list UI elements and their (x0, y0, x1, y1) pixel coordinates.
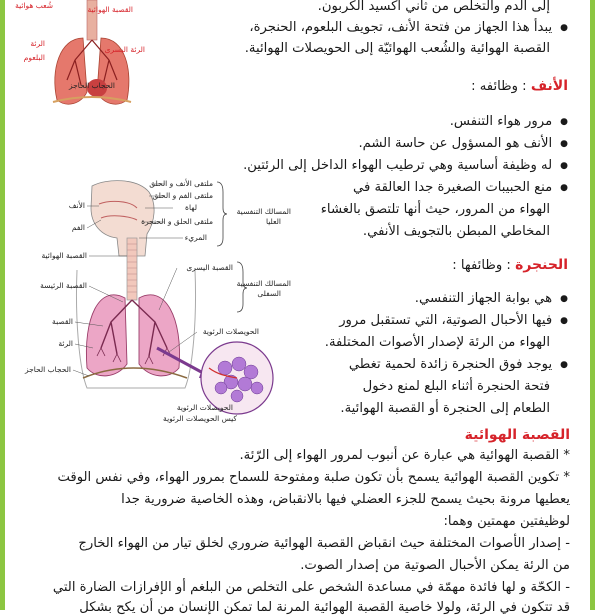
fig1-label-diaphragm: الحجاب الحاجز (68, 81, 115, 90)
fig2-label-alveolar-sac: كيس الحويصلات الرئوية (163, 414, 237, 423)
fig2-label-bronchus: القصبة (52, 317, 73, 326)
trachea-line-1: * القصبة الهوائية هي عبارة عن أنبوب لمرور الهواء إلى الرّئة. (239, 448, 570, 463)
trachea-line-4: لوظيفتين مهمتين وهما: (443, 514, 570, 529)
trachea-line-8: قد تتكون في الرئة، ولولا خاصية القصبة الهوائية المرنة لما تمكن الإنسان من أن يكح بشكل (79, 600, 570, 615)
larynx-item-3-line-2: فتحة الحنجرة أثناء البلع لمنع دخول (362, 379, 550, 394)
nose-item-4-line-2: الهواء من المرور، حيث أنها تلتصق بالغشاء (320, 202, 550, 217)
larynx-title: الحنجرة (515, 257, 568, 273)
trachea-line-7: - الكحّة و لها فائدة مهمّة في مساعدة الشخص على التخلص من البلغم أو الإفرازات الضارة التي (52, 580, 570, 595)
trachea-line-5: - إصدار الأصوات المختلفة حيث انقباض القصبة الهوائية ضروري لخلق تيار من الهواء الخارج (78, 536, 570, 551)
nose-item-4-line-3: المخاطي المبطن بالتجويف الأنفي. (362, 224, 550, 239)
larynx-item-3-line-1: ● يوجد فوق الحنجرة زائدة لحمية تغطي (349, 356, 568, 374)
larynx-subtitle: : وظائفها : (452, 258, 511, 273)
fig2-label-trachea: القصبة الهوائية (41, 251, 87, 260)
fig1-label-pharynx: البلعوم (23, 53, 45, 62)
larynx-item-1: ● هي بوابة الجهاز التنفسي. (415, 290, 568, 308)
fig2-label-nasopharynx: ملتقى الأنف و الحلق (149, 179, 213, 188)
fig1-label-lung: الرئة (30, 39, 45, 48)
fig2-label-mouth: الفم (71, 223, 85, 232)
fig2-label-lower-airway: المسالك التنفسية (236, 279, 291, 288)
fig2-label-uvula: لهاة (185, 203, 197, 212)
fig2-label-lower-airway-2: السفلى (257, 289, 281, 298)
trachea-heading: القصبة الهوائية (464, 427, 570, 443)
nose-item-1: ● مرور هواء التنفس. (450, 113, 568, 131)
fig2-label-upper-airway-2: العليا (265, 217, 281, 226)
larynx-item-2-line-2: الهواء من الرئة لإصدار الأصوات المختلفة. (324, 335, 550, 350)
larynx-item-2-line-1: ● فيها الأحبال الصوتية، التي تستقبل مرور (339, 312, 568, 330)
nose-item-2: ● الأنف هو المسؤول عن حاسة الشم. (358, 135, 568, 153)
fig1-label-left-lung: الرئة اليسرى (104, 45, 145, 54)
respiratory-system-illustration (5, 0, 145, 108)
fig1-label-trachea: القصبة الهوائية (87, 5, 133, 14)
fig2-label-alveoli-2: الحويصلات الرئوية (176, 403, 233, 412)
respiratory-diagram (24, 178, 292, 423)
fig2-label-laryngopharynx: ملتقى الحلق و الحنجرة (141, 217, 213, 226)
nose-item-3: ● له وظيفة أساسية وهي ترطيب الهواء الداخل إلى الرئتين. (243, 157, 568, 175)
trachea-line-3: يعطيها مرونة بحيث يسمح للجزء العضلي فيها بالانقباض، وهذه الخاصية ضرورية جدا (121, 492, 570, 507)
fig2-label-upper-airway: المسالك التنفسية (236, 207, 291, 216)
fig1-label-bronchi: شُعب هوائية (15, 1, 53, 10)
fig2-label-nose: الأنف (68, 201, 85, 210)
larynx-item-3-line-3: الطعام إلى الحنجرة أو القصبة الهوائية. (340, 401, 550, 416)
document-page (5, 0, 590, 615)
fig2-label-lung: الرئة (58, 339, 73, 348)
fig2-label-oropharynx: ملتقى الفم و الحلق (152, 191, 213, 200)
nose-subtitle: : وظائفه : (471, 79, 527, 94)
fig2-label-main-bronchus: القصبة الرئيسة (40, 281, 87, 290)
trachea-line-2: * تكوين القصبة الهوائية يسمح بأن تكون صلبة ومفتوحة للسماح بمرور الهواء، وفي نفس الوقت (57, 470, 570, 485)
page-border-right (590, 0, 595, 610)
larynx-heading (452, 257, 568, 274)
nose-heading (471, 78, 568, 95)
trachea-line-6: من الرئة يمكن الأحبال الصوتية من إصدار الصوت. (300, 558, 570, 573)
intro-line-2: ● يبدأ هذا الجهاز من فتحة الأنف، تجويف البلعوم، الحنجرة، (249, 19, 568, 37)
nose-title: الأنف (530, 78, 568, 94)
intro-line-1: إلى الدم والتخلص من ثاني أكسيد الكربون. (317, 0, 550, 14)
fig2-label-left-bronchus: القصبة اليسرى (186, 263, 233, 272)
nose-item-4-line-1: ● منع الحبيبات الصغيرة جدا العالقة في (353, 179, 568, 197)
fig2-label-diaphragm: الحجاب الحاجز (24, 365, 71, 374)
fig2-label-esophagus: المريء (184, 233, 207, 242)
intro-line-3: القصبة الهوائية والشُعب الهوائيّة إلى الحويصلات الهوائية. (244, 41, 550, 56)
fig2-label-alveoli: الحويصلات الرئوية (202, 327, 259, 336)
